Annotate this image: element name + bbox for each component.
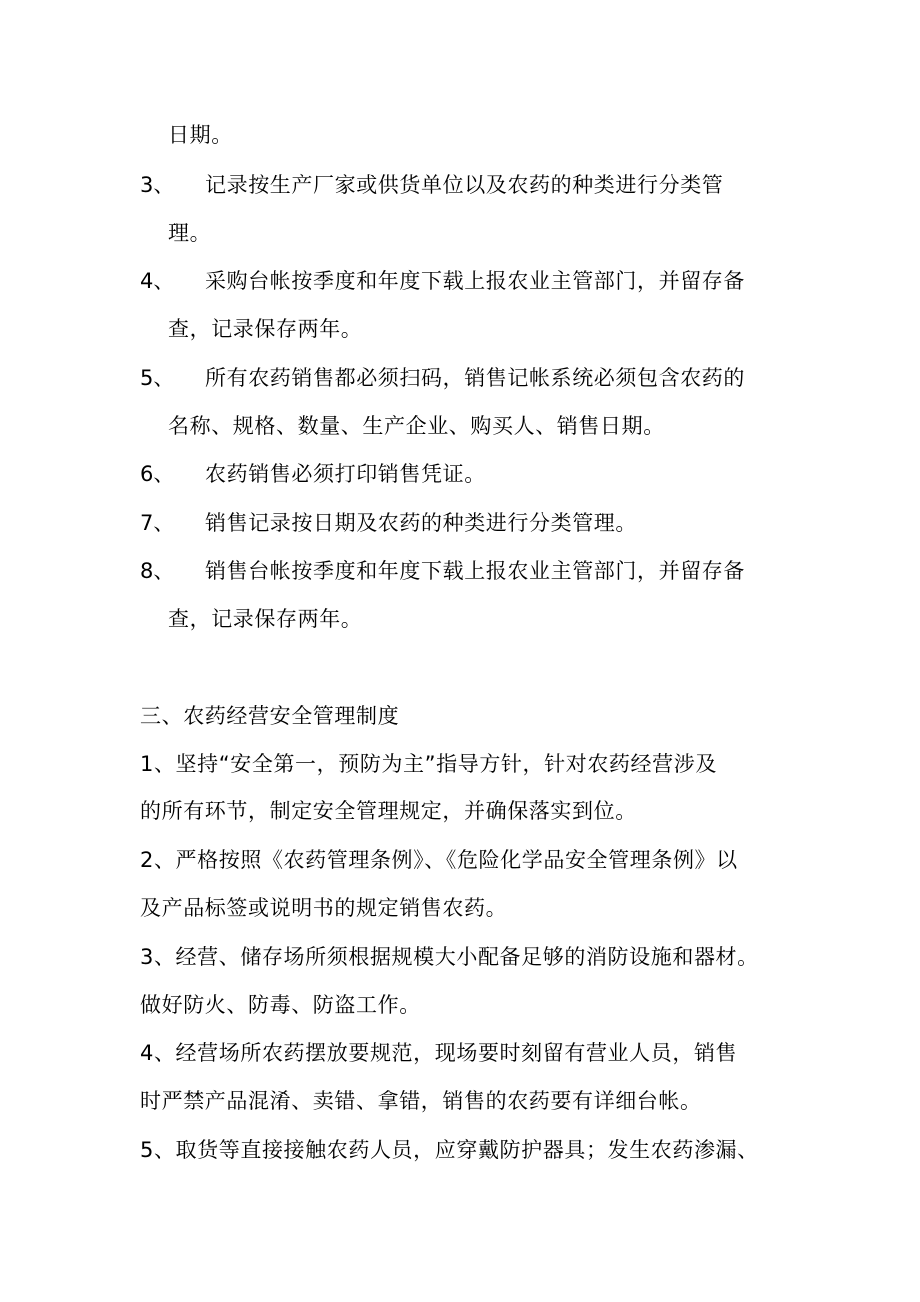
item-7-text: 销售记录按日期及农药的种类进行分类管理。 bbox=[205, 511, 637, 535]
item-5-text-cont: 名称、规格、数量、生产企业、购买人、销售日期。 bbox=[168, 414, 665, 438]
paragraph-2-line-2: 及产品标签或说明书的规定销售农药。 bbox=[140, 896, 508, 920]
item-4-text-cont: 查，记录保存两年。 bbox=[168, 317, 363, 341]
paragraph-2-line-1: 2、严格按照《农药管理条例》、《危险化学品安全管理条例》以 bbox=[140, 848, 738, 872]
paragraph-3-line-2: 做好防火、防毒、防盗工作。 bbox=[140, 993, 421, 1017]
item-5-text: 所有农药销售都必须扫码，销售记帐系统必须包含农药的 bbox=[205, 366, 745, 390]
item-3-text-cont: 理。 bbox=[168, 221, 212, 245]
item-4-number: 4、 bbox=[140, 269, 175, 293]
paragraph-4-line-2: 时严禁产品混淆、卖错、拿错，销售的农药要有详细台帐。 bbox=[140, 1089, 702, 1113]
paragraph-3-line-1: 3、经营、储存场所须根据规模大小配备足够的消防设施和器材。 bbox=[140, 945, 759, 969]
item-8-text: 销售台帐按季度和年度下载上报农业主管部门，并留存备 bbox=[205, 559, 745, 583]
item-2-continuation: 日期。 bbox=[168, 123, 233, 147]
item-8-number: 8、 bbox=[140, 559, 175, 583]
item-5-number: 5、 bbox=[140, 366, 175, 390]
item-7-number: 7、 bbox=[140, 511, 175, 535]
paragraph-4-line-1: 4、经营场所农药摆放要规范，现场要时刻留有营业人员，销售 bbox=[140, 1041, 738, 1065]
item-3-number: 3、 bbox=[140, 173, 175, 197]
item-6-text: 农药销售必须打印销售凭证。 bbox=[205, 462, 486, 486]
item-6-number: 6、 bbox=[140, 462, 175, 486]
section-heading: 三、农药经营安全管理制度 bbox=[140, 704, 400, 728]
paragraph-1-line-2: 的所有环节，制定安全管理规定，并确保落实到位。 bbox=[140, 799, 637, 823]
paragraph-5-line-1: 5、取货等直接接触农药人员，应穿戴防护器具；发生农药渗漏、 bbox=[140, 1138, 759, 1162]
item-8-text-cont: 查，记录保存两年。 bbox=[168, 607, 363, 631]
paragraph-1-line-1: 1、坚持“安全第一，预防为主”指导方针，针对农药经营涉及 bbox=[140, 752, 717, 776]
item-4-text: 采购台帐按季度和年度下载上报农业主管部门，并留存备 bbox=[205, 269, 745, 293]
item-3-text: 记录按生产厂家或供货单位以及农药的种类进行分类管 bbox=[205, 173, 724, 197]
